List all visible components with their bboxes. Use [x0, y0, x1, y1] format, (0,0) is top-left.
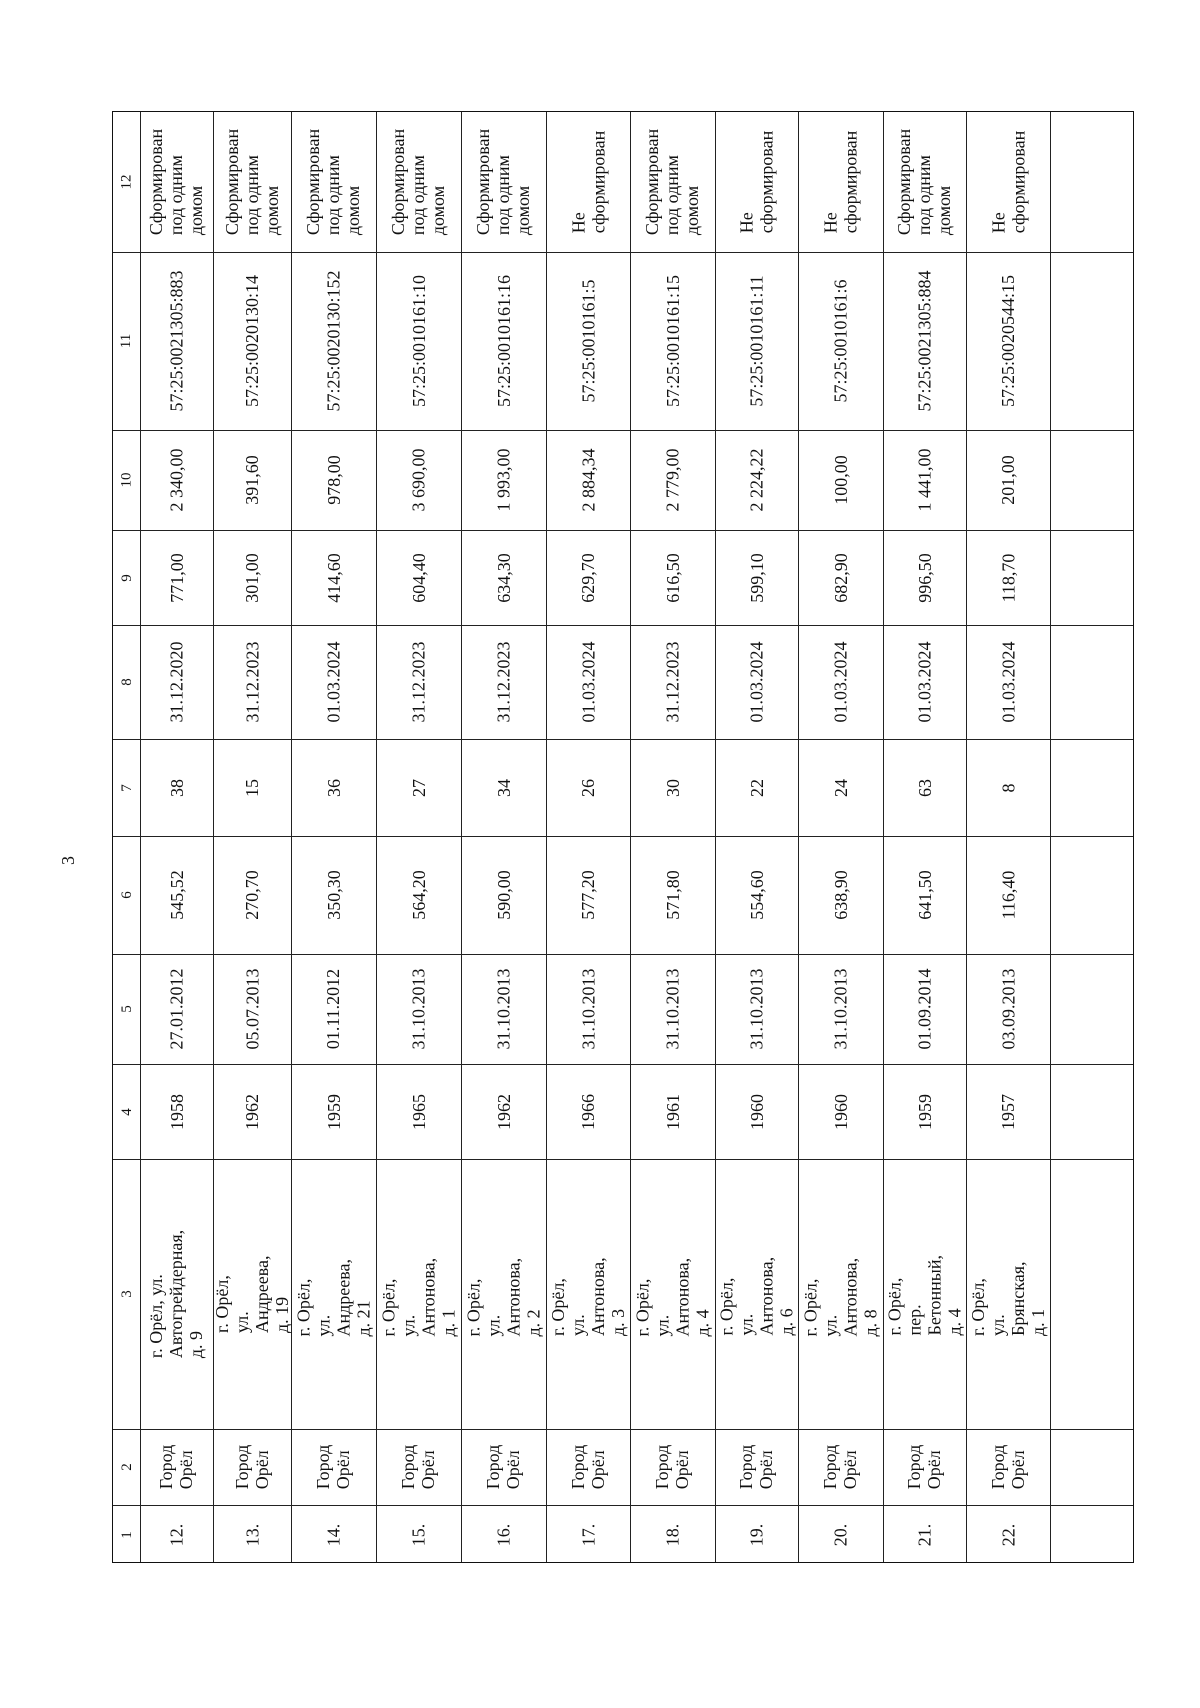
column-header-label: 11	[118, 333, 135, 349]
cell-land-area-text: 2 340,00	[166, 448, 187, 512]
cell-settlement	[798, 1429, 883, 1505]
cell-deadline-text: 01.03.2024	[998, 641, 1018, 723]
column-header	[113, 1064, 140, 1159]
cell-area-text: 116,40	[998, 870, 1018, 920]
cell-num	[883, 1505, 966, 1564]
cell-status-text: Сформирован под одним домом	[894, 128, 955, 236]
cell-area2-text: 634,30	[493, 552, 514, 603]
cell-num	[213, 1505, 291, 1564]
cell-address-text: г. Орёл, ул. Брянская, д. 1	[968, 1261, 1048, 1336]
cell-settlement	[630, 1429, 715, 1505]
cell-cadastral	[883, 252, 966, 430]
cell-cadastral-text: 57:25:0010161:16	[493, 274, 514, 408]
cell-deadline-text: 31.12.2020	[166, 641, 187, 723]
cell-year-text: 1959	[323, 1093, 344, 1130]
cell-area-text: 545,52	[166, 870, 187, 920]
cell-area2	[966, 530, 1050, 625]
cell-land-area-text: 978,00	[323, 455, 344, 505]
cell-num-text: 18.	[662, 1523, 683, 1546]
cell-area	[376, 836, 461, 954]
cell-num-text: 14.	[323, 1523, 344, 1546]
cell-deadline-text: 31.12.2023	[242, 641, 262, 723]
cell-residents	[461, 739, 546, 836]
cell-year	[630, 1064, 715, 1159]
cell-settlement	[715, 1429, 798, 1505]
cell-area	[213, 836, 291, 954]
cell-residents-text: 24	[830, 778, 851, 797]
cell-deadline	[715, 625, 798, 739]
cell-area	[140, 836, 213, 954]
cell-year-text: 1960	[830, 1093, 851, 1130]
cell-area	[798, 836, 883, 954]
cell-address-text: г. Орёл, ул. Антонова, д. 2	[463, 1257, 544, 1337]
cell-address	[140, 1159, 213, 1429]
cell-area	[715, 836, 798, 954]
column-header-label: 12	[118, 174, 135, 190]
cell-area2	[140, 530, 213, 625]
cell-cadastral	[630, 252, 715, 430]
cell-residents-text: 34	[493, 778, 514, 797]
cell-num	[966, 1505, 1050, 1564]
cell-land-area	[213, 430, 291, 530]
cell-date	[966, 954, 1050, 1064]
cell-status-text: Сформирован под одним домом	[146, 128, 207, 236]
cell-settlement	[966, 1429, 1050, 1505]
cell-area-text: 571,80	[662, 870, 683, 920]
cell-cadastral	[291, 252, 376, 430]
column-header	[113, 954, 140, 1064]
cell-cadastral-text: 57:25:0021305:884	[914, 270, 935, 412]
cell-settlement-text: Город Орёл	[988, 1444, 1028, 1490]
cell-residents	[213, 739, 291, 836]
cell-date	[630, 954, 715, 1064]
cell-land-area-text: 3 690,00	[408, 448, 429, 512]
cell-date-text: 31.10.2013	[493, 968, 514, 1050]
cell-settlement-text: Город Орёл	[904, 1444, 945, 1490]
cell-num	[798, 1505, 883, 1564]
cell-residents	[715, 739, 798, 836]
houses-table	[112, 111, 1134, 1563]
cell-date-text: 31.10.2013	[408, 968, 429, 1050]
cell-residents-text: 36	[323, 778, 344, 797]
cell-deadline-text: 01.03.2024	[578, 641, 598, 723]
cell-settlement	[883, 1429, 966, 1505]
cell-year-text: 1962	[493, 1093, 514, 1130]
cell-deadline-text: 31.12.2023	[408, 641, 429, 723]
cell-address	[715, 1159, 798, 1429]
cell-date-text: 01.11.2012	[323, 968, 344, 1050]
cell-residents	[291, 739, 376, 836]
cell-land-area	[715, 430, 798, 530]
cell-year-text: 1959	[914, 1093, 935, 1130]
cell-address	[291, 1159, 376, 1429]
cell-year	[883, 1064, 966, 1159]
cell-status	[798, 112, 883, 252]
cell-address-text: г. Орёл, ул. Антонова, д. 1	[378, 1257, 459, 1337]
cell-status-text: Сформирован под одним домом	[303, 128, 364, 236]
cell-area-text: 554,60	[746, 870, 767, 920]
cell-status-text: Не сформирован	[820, 130, 861, 234]
cell-land-area-text: 1 993,00	[493, 448, 514, 512]
column-header	[113, 625, 140, 739]
column-header-label: 9	[118, 573, 135, 582]
cell-deadline-text: 01.03.2024	[914, 641, 935, 723]
cell-cadastral-text: 57:25:0010161:15	[662, 274, 683, 408]
cell-area	[461, 836, 546, 954]
cell-land-area	[966, 430, 1050, 530]
cell-settlement	[291, 1429, 376, 1505]
cell-land-area-text: 2 884,34	[578, 448, 598, 512]
column-header	[113, 836, 140, 954]
cell-residents-text: 8	[998, 783, 1018, 792]
cell-cadastral-text: 57:25:0020544:15	[998, 274, 1019, 408]
cell-cadastral-text: 57:25:0010161:5	[578, 279, 599, 403]
cell-year-text: 1960	[746, 1093, 767, 1130]
cell-settlement-text: Город Орёл	[568, 1444, 608, 1490]
cell-residents-text: 38	[166, 778, 187, 797]
cell-area2-text: 996,50	[914, 552, 935, 603]
cell-date-text: 03.09.2013	[998, 968, 1018, 1050]
cell-area	[630, 836, 715, 954]
cell-land-area-text: 391,60	[242, 455, 262, 505]
cell-num-text: 16.	[493, 1523, 514, 1546]
cell-num	[546, 1505, 630, 1564]
cell-year	[966, 1064, 1050, 1159]
cell-address-text: г. Орёл, ул. Антонова, д. 3	[548, 1257, 628, 1336]
cell-area2-text: 414,60	[323, 552, 344, 603]
cell-date	[291, 954, 376, 1064]
cell-land-area	[140, 430, 213, 530]
cell-settlement-text: Город Орёл	[652, 1444, 693, 1490]
cell-area2	[376, 530, 461, 625]
cell-cadastral	[966, 252, 1050, 430]
cell-deadline-text: 01.03.2024	[323, 641, 344, 723]
cell-date	[376, 954, 461, 1064]
cell-residents	[140, 739, 213, 836]
cell-area-text: 590,00	[493, 870, 514, 920]
cell-land-area	[546, 430, 630, 530]
cell-area	[883, 836, 966, 954]
cell-year-text: 1957	[998, 1093, 1018, 1130]
cell-address	[461, 1159, 546, 1429]
cell-num-text: 12.	[166, 1523, 187, 1546]
cell-cadastral	[461, 252, 546, 430]
cell-address-text: г. Орёл, пер. Бетонный, д. 4	[884, 1255, 965, 1336]
cell-year	[376, 1064, 461, 1159]
cell-area-text: 270,70	[242, 870, 262, 920]
cell-land-area	[461, 430, 546, 530]
cell-address	[798, 1159, 883, 1429]
cell-address	[213, 1159, 291, 1429]
cell-year-text: 1962	[242, 1093, 262, 1130]
cell-date	[213, 954, 291, 1064]
cell-num-text: 21.	[914, 1523, 935, 1546]
cell-num-text: 19.	[746, 1523, 767, 1546]
column-header-label: 3	[118, 1290, 135, 1298]
column-header	[113, 1505, 140, 1564]
cell-date	[883, 954, 966, 1064]
cell-status-text: Сформирован под одним домом	[388, 128, 449, 236]
cell-year	[546, 1064, 630, 1159]
cell-deadline-text: 31.12.2023	[493, 641, 514, 723]
cell-address-text: г. Орёл, ул. Автогрейдерная, д. 9	[146, 1229, 207, 1359]
cell-deadline	[966, 625, 1050, 739]
cell-address-text: г. Орёл, ул. Антонова, д. 8	[800, 1257, 881, 1337]
cell-address-text: г. Орёл, ул. Антонова, д. 4	[632, 1257, 713, 1337]
cell-year	[213, 1064, 291, 1159]
cell-status	[376, 112, 461, 252]
cell-status-text: Сформирован под одним домом	[642, 128, 703, 236]
cell-year-text: 1965	[408, 1093, 429, 1130]
cell-address	[376, 1159, 461, 1429]
column-header	[113, 430, 140, 530]
cell-cadastral-text: 57:25:0020130:152	[323, 270, 344, 412]
cell-year	[461, 1064, 546, 1159]
cell-year	[798, 1064, 883, 1159]
cell-year-text: 1966	[578, 1093, 598, 1130]
cell-land-area-text: 2 779,00	[662, 448, 683, 512]
column-header-label: 10	[118, 472, 135, 488]
cell-cadastral	[213, 252, 291, 430]
cell-area-text: 638,90	[830, 870, 851, 920]
cell-status-text: Не сформирован	[988, 130, 1028, 234]
cell-year	[291, 1064, 376, 1159]
cell-area2	[715, 530, 798, 625]
cell-residents	[966, 739, 1050, 836]
column-header	[113, 530, 140, 625]
cell-address	[966, 1159, 1050, 1429]
cell-area2	[798, 530, 883, 625]
cell-status-text: Не сформирован	[736, 130, 777, 234]
cell-date-text: 31.10.2013	[830, 968, 851, 1050]
cell-date	[140, 954, 213, 1064]
cell-address	[630, 1159, 715, 1429]
cell-cadastral	[376, 252, 461, 430]
cell-residents-text: 26	[578, 778, 598, 797]
cell-settlement	[376, 1429, 461, 1505]
cell-num-text: 15.	[408, 1523, 429, 1546]
cell-area2	[546, 530, 630, 625]
cell-num	[376, 1505, 461, 1564]
cell-residents-text: 63	[914, 778, 935, 797]
cell-status	[715, 112, 798, 252]
cell-address	[883, 1159, 966, 1429]
cell-residents	[630, 739, 715, 836]
cell-settlement-text: Город Орёл	[313, 1444, 354, 1490]
cell-address-text: г. Орёл, ул. Андреева, д. 21	[293, 1258, 374, 1337]
cell-area2-text: 301,00	[242, 552, 262, 603]
column-header	[113, 1429, 140, 1505]
row-divider	[1050, 112, 1051, 1562]
cell-num-text: 22.	[998, 1523, 1018, 1546]
cell-num	[715, 1505, 798, 1564]
column-header-label: 4	[118, 1107, 135, 1116]
cell-date-text: 31.10.2013	[746, 968, 767, 1050]
cell-num-text: 17.	[578, 1523, 598, 1546]
cell-land-area	[376, 430, 461, 530]
cell-date	[798, 954, 883, 1064]
cell-area2	[461, 530, 546, 625]
cell-residents-text: 27	[408, 778, 429, 797]
cell-status	[291, 112, 376, 252]
cell-settlement-text: Город Орёл	[232, 1444, 272, 1490]
cell-cadastral-text: 57:25:0021305:883	[166, 270, 187, 412]
cell-area-text: 564,20	[408, 870, 429, 920]
column-header-label: 2	[118, 1463, 135, 1471]
cell-date-text: 31.10.2013	[662, 968, 683, 1050]
cell-residents	[798, 739, 883, 836]
column-header	[113, 252, 140, 430]
cell-residents-text: 30	[662, 778, 683, 797]
cell-address-text: г. Орёл, ул. Антонова, д. 6	[716, 1256, 797, 1336]
cell-area	[966, 836, 1050, 954]
cell-area-text: 577,20	[578, 870, 598, 920]
cell-year	[140, 1064, 213, 1159]
cell-residents	[883, 739, 966, 836]
cell-date	[715, 954, 798, 1064]
cell-area2	[630, 530, 715, 625]
cell-num	[630, 1505, 715, 1564]
cell-cadastral	[715, 252, 798, 430]
cell-area2-text: 771,00	[166, 552, 187, 603]
cell-date-text: 31.10.2013	[578, 968, 598, 1050]
cell-deadline	[376, 625, 461, 739]
cell-residents-text: 15	[242, 778, 262, 797]
cell-deadline	[883, 625, 966, 739]
cell-status	[630, 112, 715, 252]
cell-deadline	[291, 625, 376, 739]
cell-deadline	[546, 625, 630, 739]
cell-cadastral-text: 57:25:0020130:14	[242, 274, 263, 408]
cell-settlement	[140, 1429, 213, 1505]
cell-status-text: Сформирован под одним домом	[473, 128, 534, 236]
cell-num-text: 13.	[242, 1523, 262, 1546]
cell-deadline	[798, 625, 883, 739]
cell-area2	[883, 530, 966, 625]
cell-deadline-text: 01.03.2024	[746, 641, 767, 723]
column-header	[113, 739, 140, 836]
cell-settlement-text: Город Орёл	[736, 1444, 777, 1490]
cell-date-text: 05.07.2013	[242, 968, 262, 1050]
cell-num-text: 20.	[830, 1523, 851, 1546]
cell-area	[546, 836, 630, 954]
cell-residents	[546, 739, 630, 836]
cell-area	[291, 836, 376, 954]
cell-year	[715, 1064, 798, 1159]
cell-status-text: Сформирован под одним домом	[222, 128, 282, 236]
cell-land-area	[798, 430, 883, 530]
cell-settlement-text: Город Орёл	[820, 1444, 861, 1490]
cell-area2-text: 616,50	[662, 552, 683, 603]
cell-area2-text: 118,70	[998, 553, 1018, 602]
cell-year-text: 1958	[166, 1093, 187, 1130]
cell-num	[140, 1505, 213, 1564]
cell-area2-text: 682,90	[830, 552, 851, 603]
cell-cadastral-text: 57:25:0010161:10	[408, 274, 429, 408]
cell-cadastral-text: 57:25:0010161:11	[746, 275, 767, 407]
cell-land-area-text: 2 224,22	[746, 448, 767, 512]
cell-cadastral	[140, 252, 213, 430]
cell-date-text: 27.01.2012	[166, 968, 187, 1050]
cell-address	[546, 1159, 630, 1429]
cell-land-area-text: 100,00	[830, 455, 851, 505]
cell-area-text: 641,50	[914, 870, 935, 920]
cell-deadline	[461, 625, 546, 739]
cell-area2	[213, 530, 291, 625]
cell-deadline	[630, 625, 715, 739]
column-header-label: 8	[118, 678, 135, 686]
page-number: 3	[58, 856, 78, 865]
cell-date-text: 01.09.2014	[914, 968, 935, 1050]
cell-settlement	[213, 1429, 291, 1505]
cell-area2-text: 599,10	[746, 552, 767, 603]
cell-land-area	[883, 430, 966, 530]
column-header-label: 7	[118, 783, 135, 792]
column-header-label: 5	[118, 1005, 135, 1013]
cell-settlement-text: Город Орёл	[398, 1444, 439, 1490]
cell-address-text: г. Орёл, ул. Андреева, д. 19	[212, 1255, 292, 1333]
cell-settlement	[461, 1429, 546, 1505]
cell-area2-text: 629,70	[578, 552, 598, 603]
cell-deadline-text: 01.03.2024	[830, 641, 851, 723]
cell-settlement	[546, 1429, 630, 1505]
cell-cadastral	[546, 252, 630, 430]
cell-date	[546, 954, 630, 1064]
cell-land-area	[630, 430, 715, 530]
cell-year-text: 1961	[662, 1093, 683, 1130]
cell-area-text: 350,30	[323, 870, 344, 920]
cell-land-area-text: 201,00	[998, 455, 1018, 505]
cell-area2	[291, 530, 376, 625]
column-header	[113, 1159, 140, 1429]
cell-settlement-text: Город Орёл	[483, 1444, 524, 1490]
cell-status	[140, 112, 213, 252]
cell-residents-text: 22	[746, 778, 767, 797]
cell-status	[966, 112, 1050, 252]
column-header	[113, 112, 140, 252]
cell-num	[291, 1505, 376, 1564]
cell-deadline	[213, 625, 291, 739]
cell-status	[546, 112, 630, 252]
cell-status-text: Не сформирован	[568, 130, 608, 234]
cell-deadline-text: 31.12.2023	[662, 641, 683, 723]
cell-land-area	[291, 430, 376, 530]
cell-land-area-text: 1 441,00	[914, 448, 935, 512]
cell-deadline	[140, 625, 213, 739]
cell-status	[883, 112, 966, 252]
cell-area2-text: 604,40	[408, 552, 429, 603]
column-header-label: 1	[118, 1530, 135, 1539]
column-header-label: 6	[118, 891, 135, 899]
cell-date	[461, 954, 546, 1064]
cell-cadastral-text: 57:25:0010161:6	[830, 279, 851, 403]
cell-settlement-text: Город Орёл	[156, 1444, 197, 1490]
cell-status	[461, 112, 546, 252]
cell-residents	[376, 739, 461, 836]
cell-num	[461, 1505, 546, 1564]
cell-cadastral	[798, 252, 883, 430]
cell-status	[213, 112, 291, 252]
